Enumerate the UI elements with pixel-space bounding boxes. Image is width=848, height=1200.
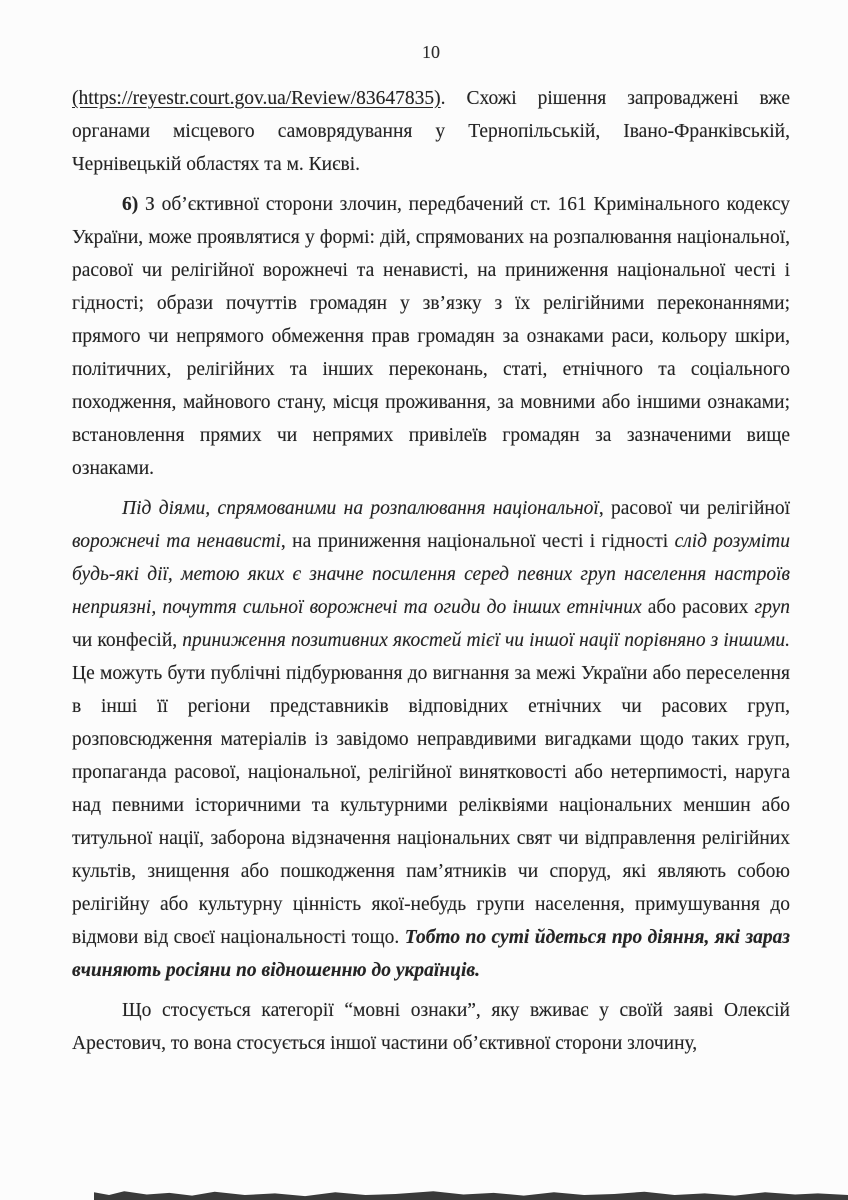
scan-edge-artifact <box>94 1189 848 1200</box>
text-segment-bold-italic: Тобто по суті йдеться про діяння, які зараз вчиняють росіяни по відношенню до українців. <box>72 927 790 981</box>
text-segment-italic: Під діями, спрямованими на розпалювання національної <box>122 498 599 519</box>
page-number: 10 <box>422 42 440 62</box>
paragraph-item-6 <box>72 188 790 485</box>
document-body <box>72 82 790 1060</box>
text-segment-normal: Це можуть бути публічні підбурювання до вигнання за межі України або переселення в інші її регіони представників відповідних етнічних чи расових груп, розповсюдження матеріалів із завідомо неправдивими вигадками щодо таких груп, пропаганда расової, національної, релігійної винятковості або нетерпимості, наруга над певними історичними та культурними реліквіями національних меншин або титульної нації, заборона відзначення національних свят чи відправлення релігійних культів, знищення або пошкодження пам’ятників чи споруд, які являють собою релігійну або культурну цінність якої-небудь групи населення, примушування до відмови від своєї національності тощо. <box>72 663 790 948</box>
paragraph-language-signs <box>72 994 790 1060</box>
text-segment-normal: , на приниження національної честі і гідності <box>280 531 675 552</box>
text-segment-italic: слід розуміти будь-які дії, метою яких є значне посилення серед певних груп населення настроїв неприязні, почуття сильної ворожнечі та огиди до інших етнічних <box>72 531 790 618</box>
text-segment-italic: ворожнечі та ненависті <box>72 531 281 552</box>
paragraph-definition <box>72 492 790 987</box>
paragraph-intro-link <box>72 82 790 181</box>
text-segment-italic: приниження позитивних якостей тієї чи іншої нації порівняно з іншими. <box>182 630 790 651</box>
text-segment-normal: . Схожі рішення запроваджені вже органами місцевого самоврядування у Тернопільській, Івано-Франківській, Чернівецькій областях та м. Києві. <box>72 88 790 175</box>
text-segment-bold: 6) <box>122 194 139 215</box>
text-segment-normal: Що стосується категорії “мовні ознаки”, яку вживає у своїй заяві Олексій Арестович, то вона стосується іншої частини об’єктивної сторони злочину, <box>72 1000 790 1054</box>
text-segment-normal: чи конфесій, <box>72 630 183 651</box>
text-segment-normal: З об’єктивної сторони злочин, передбачений ст. 161 Кримінального кодексу України, може проявлятися у формі: дій, спрямованих на розпалювання національної, расової чи релігійної ворожнечі та ненависті, на приниження національної честі і гідності; образи почуттів громадян у зв’язку з їх релігійними переконаннями; прямого чи непрямого обмеження прав громадян за ознаками раси, кольору шкіри, політичних, релігійних та інших переконань, статі, етнічного та соціального походження, майнового стану, місця проживання, за мовними або іншими ознаками; встановлення прямих чи непрямих привілеїв громадян за зазначеними вище ознаками. <box>72 194 790 479</box>
text-segment-normal: , расової чи релігійної <box>598 498 790 519</box>
court-register-link[interactable]: (https://reyestr.court.gov.ua/Review/83647835) <box>72 88 441 109</box>
text-segment-italic: груп <box>754 597 790 618</box>
text-segment-normal: або расових <box>647 597 755 618</box>
